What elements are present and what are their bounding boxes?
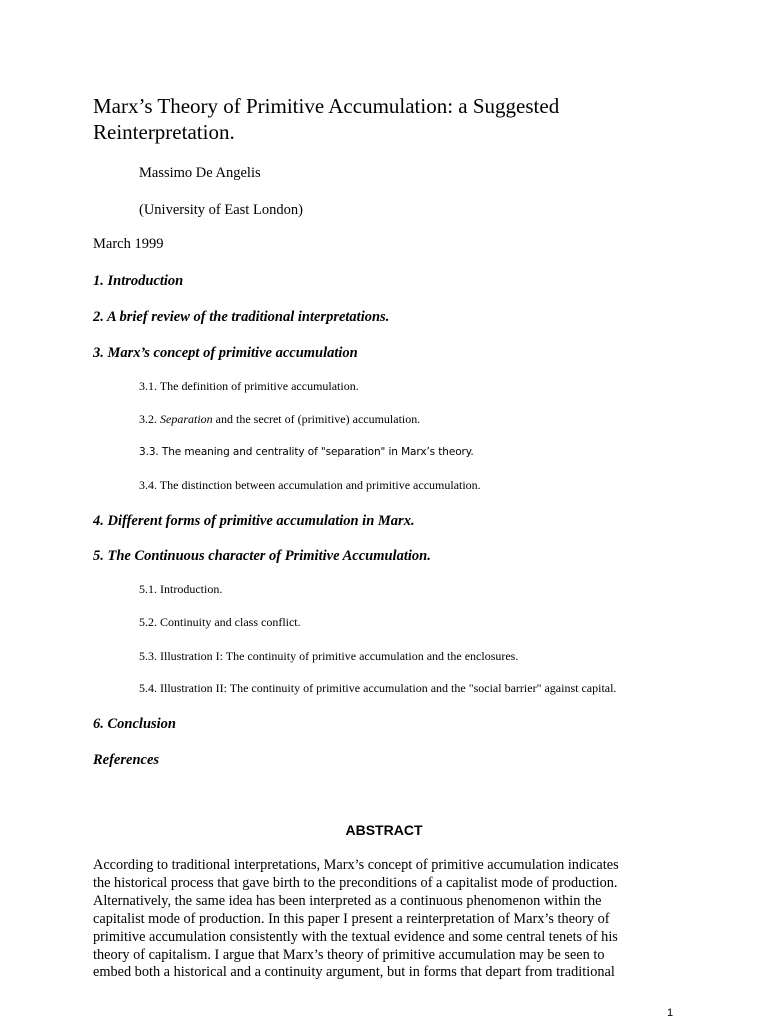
document-title: Marx’s Theory of Primitive Accumulation: a Suggested Reinterpretation. xyxy=(93,94,560,144)
toc-subsection-3-2-number: 3.2. xyxy=(139,412,160,426)
author-name: Massimo De Angelis xyxy=(139,165,261,181)
toc-section-5: 5. The Continuous character of Primitive Accumulation. xyxy=(93,548,431,564)
page-number: 1 xyxy=(667,1007,674,1019)
toc-section-2: 2. A brief review of the traditional interpretations. xyxy=(93,309,390,325)
abstract-line: the historical process that gave birth to the preconditions of a capitalist mode of production. xyxy=(93,874,618,891)
toc-subsection-3-2 xyxy=(139,412,420,427)
toc-subsection-5-3: 5.3. Illustration I: The continuity of primitive accumulation and the enclosures. xyxy=(139,649,519,663)
author-affiliation: (University of East London) xyxy=(139,202,303,218)
toc-section-3: 3. Marx’s concept of primitive accumulation xyxy=(93,345,358,361)
abstract-line: theory of capitalism. I argue that Marx’s theory of primitive accumulation may be seen to xyxy=(93,946,605,963)
toc-subsection-3-2-text: and the secret of (primitive) accumulation. xyxy=(212,412,421,426)
toc-section-1: 1. Introduction xyxy=(93,273,184,289)
abstract-heading: ABSTRACT xyxy=(345,822,423,838)
document-date: March 1999 xyxy=(93,236,164,252)
abstract-line: capitalist mode of production. In this paper I present a reinterpretation of Marx’s theory of xyxy=(93,910,610,927)
toc-section-4: 4. Different forms of primitive accumulation in Marx. xyxy=(93,513,415,529)
toc-section-6: 6. Conclusion xyxy=(93,716,176,732)
toc-subsection-3-1: 3.1. The definition of primitive accumulation. xyxy=(139,379,359,393)
abstract-line: Alternatively, the same idea has been interpreted as a continuous phenomenon within the xyxy=(93,892,602,909)
abstract-body xyxy=(93,857,673,982)
toc-subsection-5-1: 5.1. Introduction. xyxy=(139,582,223,596)
toc-subsection-3-2-emphasis: Separation xyxy=(160,412,213,426)
abstract-line: primitive accumulation consistently with the textual evidence and some central tenets of his xyxy=(93,928,618,945)
abstract-line: embed both a historical and a continuity argument, but in forms that depart from traditional xyxy=(93,964,615,981)
toc-references: References xyxy=(93,752,160,768)
abstract-line: According to traditional interpretations, Marx’s concept of primitive accumulation indicates xyxy=(93,857,619,873)
toc-subsection-5-4: 5.4. Illustration II: The continuity of primitive accumulation and the "social barrier" against capital. xyxy=(139,681,617,695)
toc-subsection-3-3: 3.3. The meaning and centrality of "separation" in Marx’s theory. xyxy=(139,446,474,458)
toc-subsection-3-4: 3.4. The distinction between accumulation and primitive accumulation. xyxy=(139,478,481,492)
toc-subsection-5-2: 5.2. Continuity and class conflict. xyxy=(139,615,301,629)
